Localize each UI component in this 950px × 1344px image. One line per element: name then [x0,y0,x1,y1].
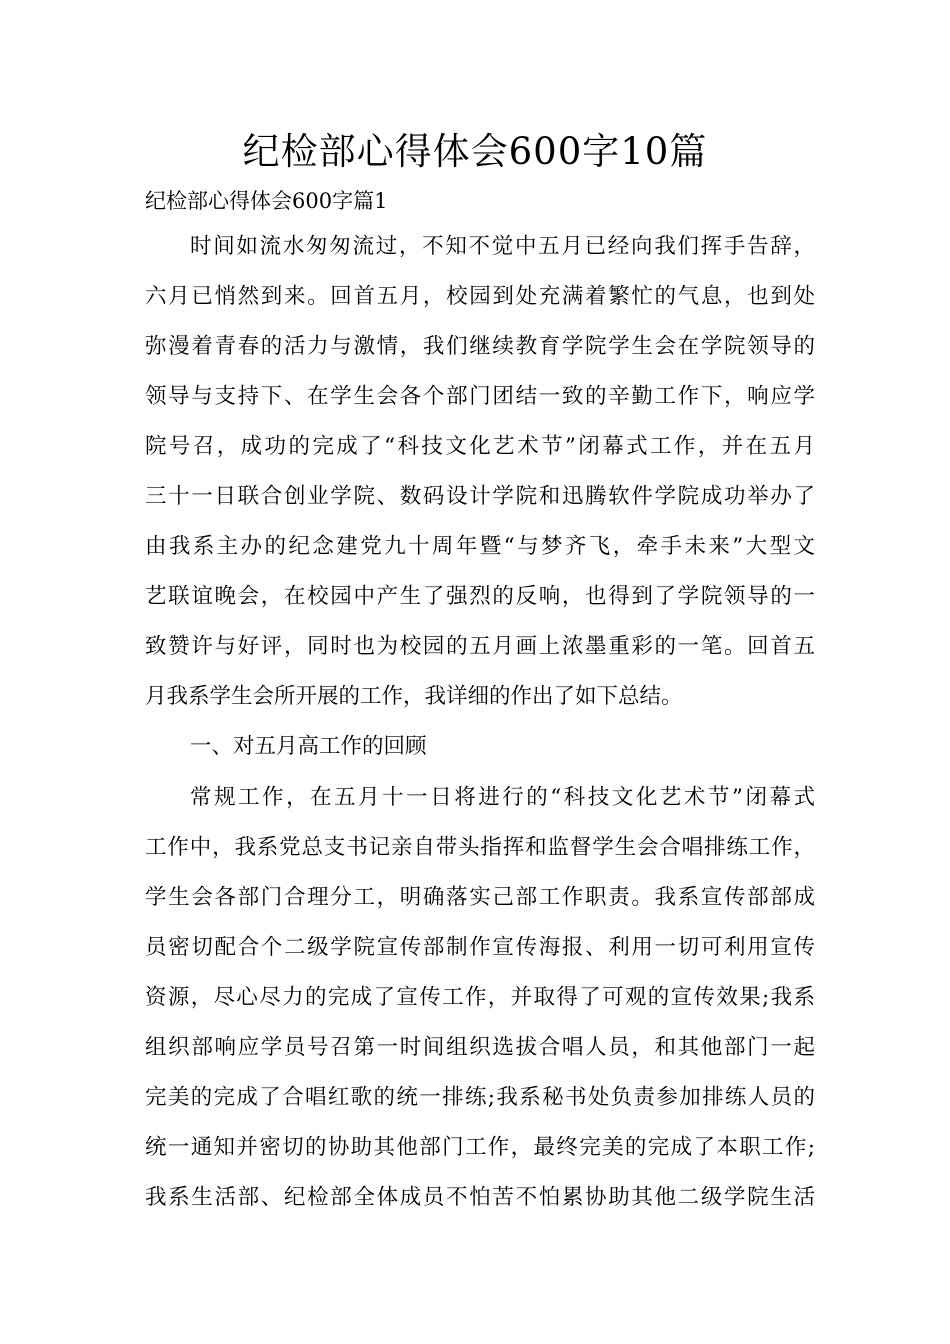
paragraph-line: 院号召，成功的完成了“科技文化艺术节”闭幕式工作，并在五月 [145,434,815,459]
paragraph-line: 艺联谊晚会，在校园中产生了强烈的反响，也得到了学院领导的一 [145,584,815,609]
paragraph-line: 致赞许与好评，同时也为校园的五月画上浓墨重彩的一笔。回首五 [145,634,815,659]
paragraph-line: 常规工作，在五月十一日将进行的“科技文化艺术节”闭幕式 [190,785,815,810]
paragraph-line: 完美的完成了合唱红歌的统一排练;我系秘书处负责参加排练人员的 [145,1085,815,1110]
paragraph-line: 六月已悄然到来。回首五月，校园到处充满着繁忙的气息，也到处 [145,284,815,309]
paragraph-line: 领导与支持下、在学生会各个部门团结一致的辛勤工作下，响应学 [145,384,815,409]
document-title: 纪检部心得体会600字10篇 [242,130,708,173]
paragraph-line: 我系生活部、纪检部全体成员不怕苦不怕累协助其他二级学院生活 [145,1185,815,1210]
paragraph-line: 由我系主办的纪念建党九十周年暨“与梦齐飞，牵手未来”大型文 [145,534,815,559]
paragraph-line: 三十一日联合创业学院、数码设计学院和迅腾软件学院成功举办了 [145,484,815,509]
paragraph-line: 学生会各部门合理分工，明确落实己部工作职责。我系宣传部部成 [145,885,815,910]
paragraph-line: 工作中，我系党总支书记亲自带头指挥和监督学生会合唱排练工作， [145,835,815,860]
paragraph-line: 资源，尽心尽力的完成了宣传工作，并取得了可观的宣传效果;我系 [145,985,815,1010]
paragraph-line: 弥漫着青春的活力与激情，我们继续教育学院学生会在学院领导的 [145,334,815,359]
paragraph-line: 时间如流水匆匆流过，不知不觉中五月已经向我们挥手告辞， [190,234,815,259]
paragraph-line: 组织部响应学员号召第一时间组织选拔合唱人员，和其他部门一起 [145,1035,815,1060]
section-heading-review: 一、对五月高工作的回顾 [190,734,427,759]
paragraph-line: 月我系学生会所开展的工作，我详细的作出了如下总结。 [145,684,683,709]
paragraph-line: 员密切配合个二级学院宣传部制作宣传海报、利用一切可利用宣传 [145,935,815,960]
section-heading: 纪检部心得体会600字篇1 [145,189,388,213]
paragraph-line: 统一通知并密切的协助其他部门工作，最终完美的完成了本职工作; [145,1135,815,1160]
